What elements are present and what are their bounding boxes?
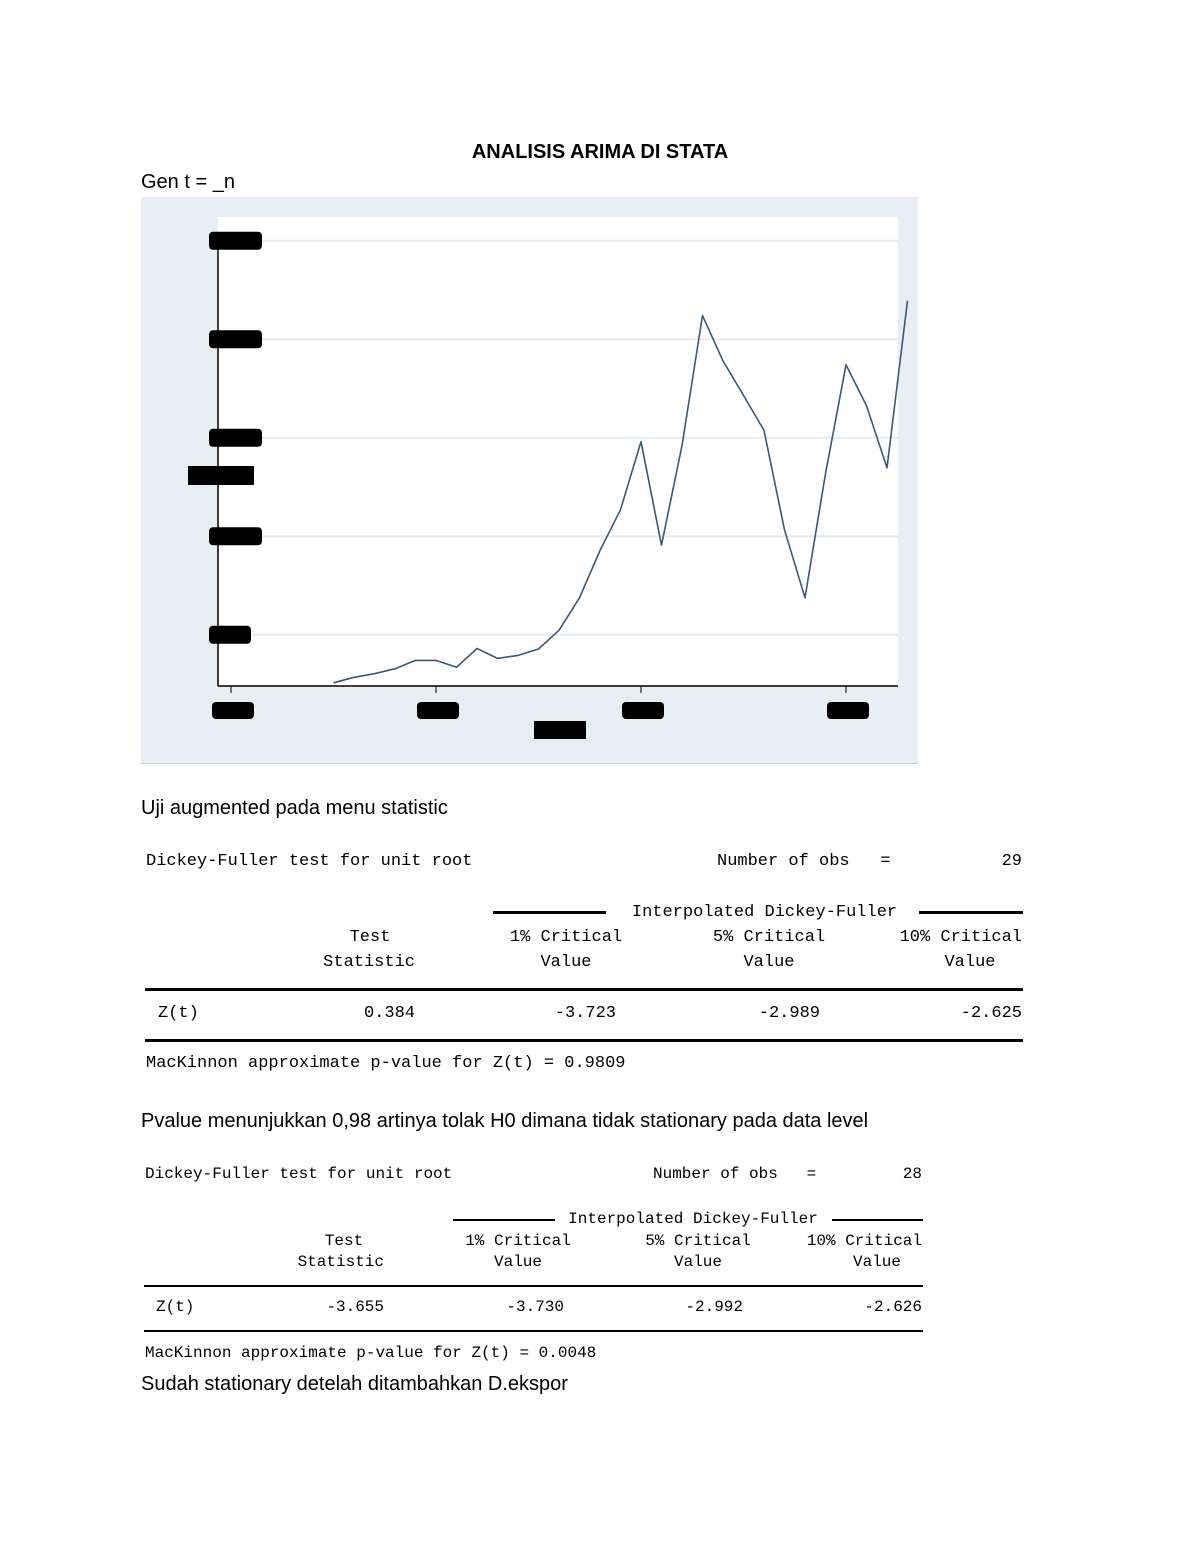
y-tick-label-redacted xyxy=(209,232,262,250)
df1-col-10pct-line2: Value xyxy=(944,953,996,972)
df1-group-rule-left xyxy=(493,911,606,914)
paragraph-pvalue: Pvalue menunjukkan 0,98 artinya tolak H0 dimana tidak stationary pada data level xyxy=(141,1110,869,1132)
df1-critical-1pct: -3.723 xyxy=(554,1004,616,1023)
df1-col-test-line2: Statistic xyxy=(323,953,415,972)
paragraph-uji-augmented: Uji augmented pada menu statistic xyxy=(141,797,448,819)
y-tick-label-redacted xyxy=(209,527,262,545)
y-tick-label-redacted xyxy=(209,330,262,348)
df2-col-10pct-line1: 10% Critical xyxy=(806,1232,922,1250)
df1-header-right: Number of obs = xyxy=(717,852,891,871)
df2-rule-mid xyxy=(144,1285,923,1287)
df1-pvalue-line: MacKinnon approximate p-value for Z(t) = 0.9809 xyxy=(146,1054,626,1073)
y-tick-label-redacted xyxy=(209,429,262,447)
x-tick-label-redacted xyxy=(622,702,664,719)
df1-col-5pct-line2: Value xyxy=(743,953,795,972)
df2-test-statistic: -3.655 xyxy=(326,1298,384,1316)
df2-col-test-line2: Statistic xyxy=(297,1253,384,1271)
df2-pvalue-line: MacKinnon approximate p-value for Z(t) = 0.0048 xyxy=(145,1344,597,1362)
df1-nobs: 29 xyxy=(1001,852,1022,871)
df2-group-rule-right xyxy=(832,1219,923,1221)
df2-col-5pct-line2: Value xyxy=(673,1253,722,1271)
df2-rule-bottom xyxy=(144,1330,923,1332)
df1-col-10pct-line1: 10% Critical xyxy=(899,928,1022,947)
df1-col-1pct-line2: Value xyxy=(540,953,592,972)
df2-col-1pct-line2: Value xyxy=(493,1253,542,1271)
x-tick-label-redacted xyxy=(827,702,869,719)
df2-col-5pct-line1: 5% Critical xyxy=(645,1232,751,1250)
df2-critical-1pct: -3.730 xyxy=(506,1298,564,1316)
x-axis-title-redacted xyxy=(534,721,586,739)
df2-critical-5pct: -2.992 xyxy=(685,1298,743,1316)
df1-group-label: Interpolated Dickey-Fuller xyxy=(631,903,898,922)
df2-header-right: Number of obs = xyxy=(653,1165,817,1183)
df1-critical-5pct: -2.989 xyxy=(758,1004,820,1023)
df2-critical-10pct: -2.626 xyxy=(864,1298,922,1316)
df2-col-10pct-line2: Value xyxy=(852,1253,901,1271)
x-tick-label-redacted xyxy=(212,702,254,719)
df1-rule-mid xyxy=(145,988,1023,991)
df2-group-rule-left xyxy=(453,1219,555,1221)
paragraph-sudah-stationary: Sudah stationary detelah ditambahkan D.ekspor xyxy=(141,1373,568,1395)
y-tick-label-redacted xyxy=(209,626,251,644)
plot-area xyxy=(218,217,898,686)
df2-row-label: Z(t) xyxy=(156,1298,195,1316)
df1-group-rule-right xyxy=(919,911,1023,914)
df1-test-statistic: 0.384 xyxy=(363,1004,415,1023)
y-axis-title-redacted xyxy=(188,466,254,485)
df1-rule-bottom xyxy=(145,1039,1023,1042)
df2-group-label: Interpolated Dickey-Fuller xyxy=(568,1210,818,1228)
document-title: ANALISIS ARIMA DI STATA xyxy=(471,141,729,163)
df1-col-test-line1: Test xyxy=(349,928,391,947)
df1-critical-10pct: -2.625 xyxy=(960,1004,1022,1023)
x-tick-label-redacted xyxy=(417,702,459,719)
df1-row-label: Z(t) xyxy=(158,1004,199,1023)
df2-col-1pct-line1: 1% Critical xyxy=(465,1232,571,1250)
line-chart xyxy=(141,197,918,764)
gen-command-text: Gen t = _n xyxy=(141,171,235,193)
df1-col-5pct-line1: 5% Critical xyxy=(712,928,826,947)
df2-nobs: 28 xyxy=(902,1165,922,1183)
df1-col-1pct-line1: 1% Critical xyxy=(509,928,623,947)
df1-header-left: Dickey-Fuller test for unit root xyxy=(146,852,473,871)
df2-col-test-line1: Test xyxy=(324,1232,364,1250)
df2-header-left: Dickey-Fuller test for unit root xyxy=(145,1165,453,1183)
